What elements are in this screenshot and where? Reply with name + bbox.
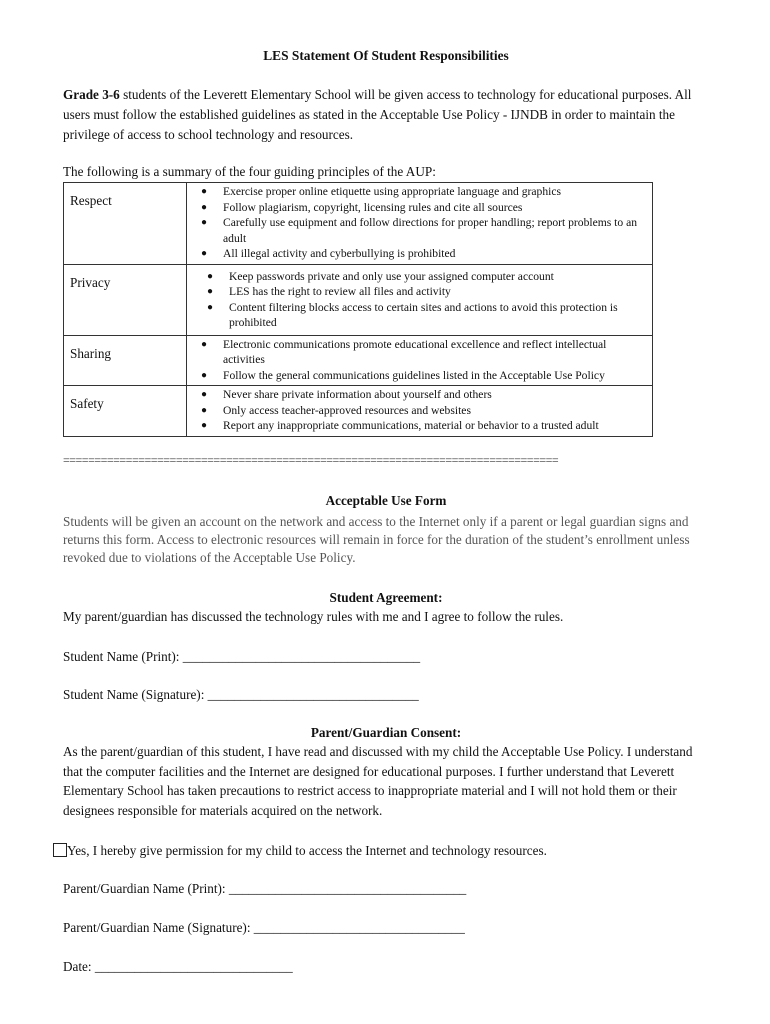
permission-text: Yes, I hereby give permission for my child to access the Internet and technology resources. bbox=[67, 843, 547, 858]
parent-name-signature-field[interactable]: Parent/Guardian Name (Signature): ________________________________ bbox=[63, 920, 465, 935]
principle-item: ● Follow the general communications guidelines listed in the Acceptable Use Policy bbox=[187, 368, 652, 384]
principle-item: ● Carefully use equipment and follow directions for proper handling; report problems to an adult bbox=[187, 215, 652, 246]
summary-lead: The following is a summary of the four guiding principles of the AUP: bbox=[63, 164, 436, 179]
principle-list bbox=[187, 183, 652, 264]
intro-text: students of the Leverett Elementary School will be given access to technology for educational purposes. All users must follow the established guidelines as stated in the Acceptable Use Policy - IJNDB in order to maintain the privilege of access to school technology and resources. bbox=[63, 87, 692, 142]
principle-list bbox=[187, 265, 652, 335]
principle-row-privacy bbox=[64, 264, 653, 335]
student-name-print-field[interactable]: Student Name (Print): ____________________________________ bbox=[63, 649, 421, 664]
section-divider: =============================================================================== bbox=[63, 453, 559, 467]
principle-row-respect bbox=[64, 183, 653, 265]
principle-item: ● Follow plagiarism, copyright, licensing rules and cite all sources bbox=[187, 200, 652, 216]
aup-principles-table bbox=[63, 182, 653, 437]
principle-item: ● Only access teacher-approved resources and websites bbox=[187, 403, 652, 419]
parent-consent-heading: Parent/Guardian Consent: bbox=[310, 725, 462, 740]
parent-consent-text: As the parent/guardian of this student, I have read and discussed with my child the Acceptable Use Policy. I understand that the computer facilities and the Internet are designed for educational purposes. I further understand that Leverett Elementary School has taken precautions to restrict access to inappropriate material and I will not hold them or their designees responsible for materials acquired on the network. bbox=[63, 744, 693, 818]
principle-item: ● All illegal activity and cyberbullying is prohibited bbox=[187, 246, 652, 262]
principle-item: ● Report any inappropriate communications, material or behavior to a trusted adult bbox=[187, 418, 652, 434]
principle-category: Respect bbox=[64, 183, 187, 265]
student-name-signature-field[interactable]: Student Name (Signature): ________________________________ bbox=[63, 687, 419, 702]
principle-row-safety bbox=[64, 386, 653, 437]
principle-category: Privacy bbox=[64, 264, 187, 335]
principle-item: ● Never share private information about yourself and others bbox=[187, 387, 652, 403]
document-title: LES Statement Of Student Responsibilities bbox=[263, 48, 509, 63]
aup-form-heading: Acceptable Use Form bbox=[325, 493, 447, 508]
date-field[interactable]: Date: ______________________________ bbox=[63, 959, 293, 974]
intro-paragraph bbox=[63, 85, 713, 145]
principle-item: ● Content filtering blocks access to certain sites and actions to avoid this protection is prohibited bbox=[187, 300, 652, 331]
principle-list bbox=[187, 386, 652, 436]
student-agreement-text: My parent/guardian has discussed the technology rules with me and I agree to follow the rules. bbox=[63, 609, 564, 624]
principle-list bbox=[187, 336, 652, 386]
permission-checkbox[interactable] bbox=[53, 843, 67, 857]
parent-name-print-field[interactable]: Parent/Guardian Name (Print): ____________________________________ bbox=[63, 881, 467, 896]
principle-item: ● Electronic communications promote educational excellence and reflect intellectual activities bbox=[187, 337, 652, 368]
principle-category: Sharing bbox=[64, 335, 187, 386]
principle-item: ● LES has the right to review all files and activity bbox=[187, 284, 652, 300]
principle-item: ● Exercise proper online etiquette using appropriate language and graphics bbox=[187, 184, 652, 200]
intro-bold-lead: Grade 3-6 bbox=[63, 87, 120, 102]
student-agreement-heading: Student Agreement: bbox=[329, 590, 443, 605]
aup-form-text: Students will be given an account on the network and access to the Internet only if a parent or legal guardian signs and returns this form. Access to electronic resources will remain in force for the duration of the student’s enrollment unless revoked due to violations of the Acceptable Use Policy. bbox=[63, 514, 690, 565]
principle-row-sharing bbox=[64, 335, 653, 386]
principle-item: ● Keep passwords private and only use your assigned computer account bbox=[187, 269, 652, 285]
principle-category: Safety bbox=[64, 386, 187, 437]
